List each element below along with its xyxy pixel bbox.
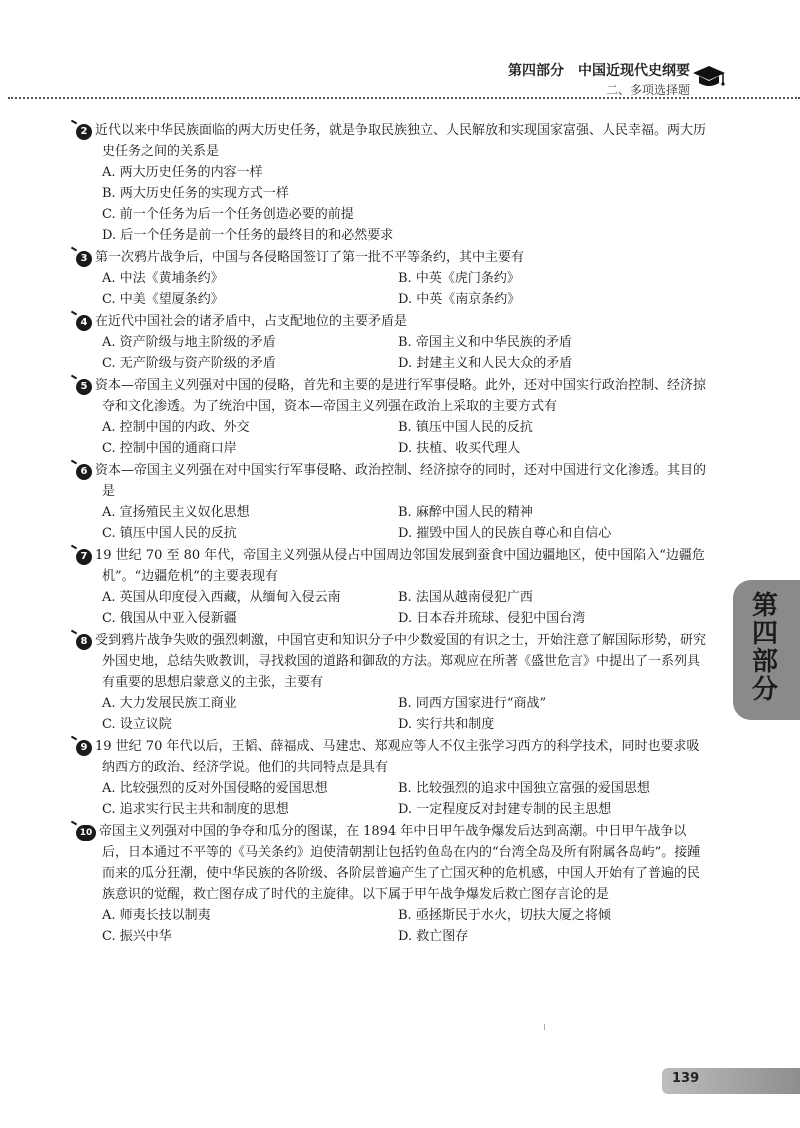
option: B. 两大历史任务的实现方式一样 xyxy=(102,186,289,201)
option-row xyxy=(102,587,706,608)
option: C. 前一个任务为后一个任务创造必要的前提 xyxy=(102,207,354,222)
question-stem xyxy=(76,545,706,587)
option-row xyxy=(102,332,706,353)
divider xyxy=(544,1024,545,1030)
option-row xyxy=(102,905,706,926)
option: D. 扶植、收买代理人 xyxy=(398,441,521,456)
option: D. 实行共和制度 xyxy=(398,717,495,732)
question-text: 近代以来中华民族面临的两大历史任务，就是争取民族独立、人民解放和实现国家富强、人民幸福。两大历史任务之间的关系是 xyxy=(95,123,707,159)
section-subtitle: 二、多项选择题 xyxy=(605,83,690,97)
question-number-badge: 9 xyxy=(76,740,92,756)
option: C. 振兴中华 xyxy=(102,929,172,944)
question-stem xyxy=(76,120,706,162)
option: A. 资产阶级与地主阶级的矛盾 xyxy=(102,335,276,350)
side-tab-label: 第四部分 xyxy=(751,591,778,705)
option-row xyxy=(102,799,706,820)
option: B. 亟拯斯民于水火，切扶大厦之将倾 xyxy=(398,908,611,923)
option: A. 英国从印度侵入西藏，从缅甸入侵云南 xyxy=(102,590,341,605)
option-row xyxy=(102,268,706,289)
option: D. 后一个任务是前一个任务的最终目的和必然要求 xyxy=(102,228,394,243)
question-item xyxy=(76,311,706,374)
option: C. 追求实行民主共和制度的思想 xyxy=(102,802,289,817)
graduation-cap-icon xyxy=(692,64,726,90)
option: A. 师夷长技以制夷 xyxy=(102,908,211,923)
question-item xyxy=(76,375,706,459)
options xyxy=(76,162,706,246)
option-row xyxy=(102,353,706,374)
question-number-badge: 2 xyxy=(76,124,92,140)
option: D. 封建主义和人民大众的矛盾 xyxy=(398,356,573,371)
option: A. 两大历史任务的内容一样 xyxy=(102,165,263,180)
option: C. 设立议院 xyxy=(102,717,172,732)
option-row xyxy=(102,608,706,629)
option: D. 摧毁中国人的民族自尊心和自信心 xyxy=(398,526,612,541)
question-text: 受到鸦片战争失败的强烈刺激，中国官吏和知识分子中少数爱国的有识之士，开始注意了解国际形势，研究外国史地，总结失败教训，寻找救国的道路和御敌的方法。郑观应在所著《盛世危言》中提出了一系列具有重要的思想启蒙意义的主张，主要有 xyxy=(95,633,707,690)
options xyxy=(76,268,706,310)
question-item xyxy=(76,736,706,820)
question-stem xyxy=(76,247,706,268)
options xyxy=(76,502,706,544)
question-text: 资本—帝国主义列强在对中国实行军事侵略、政治控制、经济掠夺的同时，还对中国进行文化渗透。其目的是 xyxy=(95,463,707,499)
question-item xyxy=(76,821,706,947)
option: C. 镇压中国人民的反抗 xyxy=(102,526,237,541)
question-item xyxy=(76,247,706,310)
option: A. 比较强烈的反对外国侵略的爱国思想 xyxy=(102,781,328,796)
option-row xyxy=(102,714,706,735)
option: D. 救亡图存 xyxy=(398,929,469,944)
option-row xyxy=(102,778,706,799)
option: D. 一定程度反对封建专制的民主思想 xyxy=(398,802,612,817)
option: C. 中美《望厦条约》 xyxy=(102,292,224,307)
option: B. 比较强烈的追求中国独立富强的爱国思想 xyxy=(398,781,650,796)
question-stem xyxy=(76,736,706,778)
question-number-badge: 6 xyxy=(76,464,92,480)
option: B. 帝国主义和中华民族的矛盾 xyxy=(398,335,572,350)
page-header xyxy=(0,0,800,100)
option: B. 法国从越南侵犯广西 xyxy=(398,590,533,605)
question-number-badge: 5 xyxy=(76,379,92,395)
question-item xyxy=(76,460,706,544)
option: A. 大力发展民族工商业 xyxy=(102,696,237,711)
question-number-badge: 3 xyxy=(76,251,92,267)
option-row xyxy=(102,289,706,310)
option-row xyxy=(102,693,706,714)
question-number-badge: 8 xyxy=(76,634,92,650)
question-number-badge: 10 xyxy=(76,825,96,841)
header-divider xyxy=(8,97,800,99)
options xyxy=(76,417,706,459)
option: A. 中法《黄埔条约》 xyxy=(102,271,224,286)
question-stem xyxy=(76,821,706,905)
option-row xyxy=(102,523,706,544)
options xyxy=(76,587,706,629)
question-item xyxy=(76,120,706,246)
question-list xyxy=(76,120,706,948)
question-number-badge: 4 xyxy=(76,315,92,331)
question-text: 帝国主义列强对中国的争夺和瓜分的图谋，在 1894 年中日甲午战争爆发后达到高潮。中日甲午战争以后，日本通过不平等的《马关条约》迫使清朝割让包括钓鱼岛在内的“台湾全岛及所有附属各岛屿”。接踵而来的瓜分狂潮，使中华民族的各阶级、各阶层普遍产生了亡国灭种的危机感，中国人开始有了普遍的民族意识的觉醒，救亡图存成了时代的主旋律。以下属于甲午战争爆发后救亡图存言论的是 xyxy=(99,824,701,902)
option: B. 同西方国家进行“商战” xyxy=(398,696,547,711)
question-text: 第一次鸦片战争后，中国与各侵略国签订了第一批不平等条约，其中主要有 xyxy=(95,250,525,265)
options xyxy=(76,693,706,735)
option: C. 俄国从中亚入侵新疆 xyxy=(102,611,237,626)
question-text: 19 世纪 70 至 80 年代，帝国主义列强从侵占中国周边邻国发展到蚕食中国边疆地区，使中国陷入“边疆危机”。“边疆危机”的主要表现有 xyxy=(95,548,705,584)
question-number-badge: 7 xyxy=(76,549,92,565)
question-stem xyxy=(76,460,706,502)
option-row xyxy=(102,926,706,947)
option-row xyxy=(102,438,706,459)
page-number: 139 xyxy=(672,1071,700,1086)
option-row xyxy=(102,502,706,523)
option: B. 镇压中国人民的反抗 xyxy=(398,420,533,435)
question-stem xyxy=(76,630,706,693)
options xyxy=(76,332,706,374)
question-text: 19 世纪 70 年代以后，王韬、薛福成、马建忠、郑观应等人不仅主张学习西方的科学技术，同时也要求吸纳西方的政治、经济学说。他们的共同特点是具有 xyxy=(95,739,700,775)
option: D. 中英《南京条约》 xyxy=(398,292,521,307)
option: B. 中英《虎门条约》 xyxy=(398,271,520,286)
option: A. 宣扬殖民主义奴化思想 xyxy=(102,505,250,520)
question-text: 资本—帝国主义列强对中国的侵略，首先和主要的是进行军事侵略。此外，还对中国实行政治控制、经济掠夺和文化渗透。为了统治中国，资本—帝国主义列强在政治上采取的主要方式有 xyxy=(95,378,707,414)
question-text: 在近代中国社会的诸矛盾中，占支配地位的主要矛盾是 xyxy=(95,314,408,329)
option: D. 日本吞并琉球、侵犯中国台湾 xyxy=(398,611,586,626)
question-stem xyxy=(76,311,706,332)
option: A. 控制中国的内政、外交 xyxy=(102,420,250,435)
section-title: 第四部分 中国近现代史纲要 xyxy=(508,63,690,79)
question-item xyxy=(76,630,706,735)
question-item xyxy=(76,545,706,629)
question-stem xyxy=(76,375,706,417)
options xyxy=(76,905,706,947)
option: B. 麻醉中国人民的精神 xyxy=(398,505,533,520)
options xyxy=(76,778,706,820)
option-row xyxy=(102,417,706,438)
option: C. 控制中国的通商口岸 xyxy=(102,441,237,456)
option: C. 无产阶级与资产阶级的矛盾 xyxy=(102,356,276,371)
